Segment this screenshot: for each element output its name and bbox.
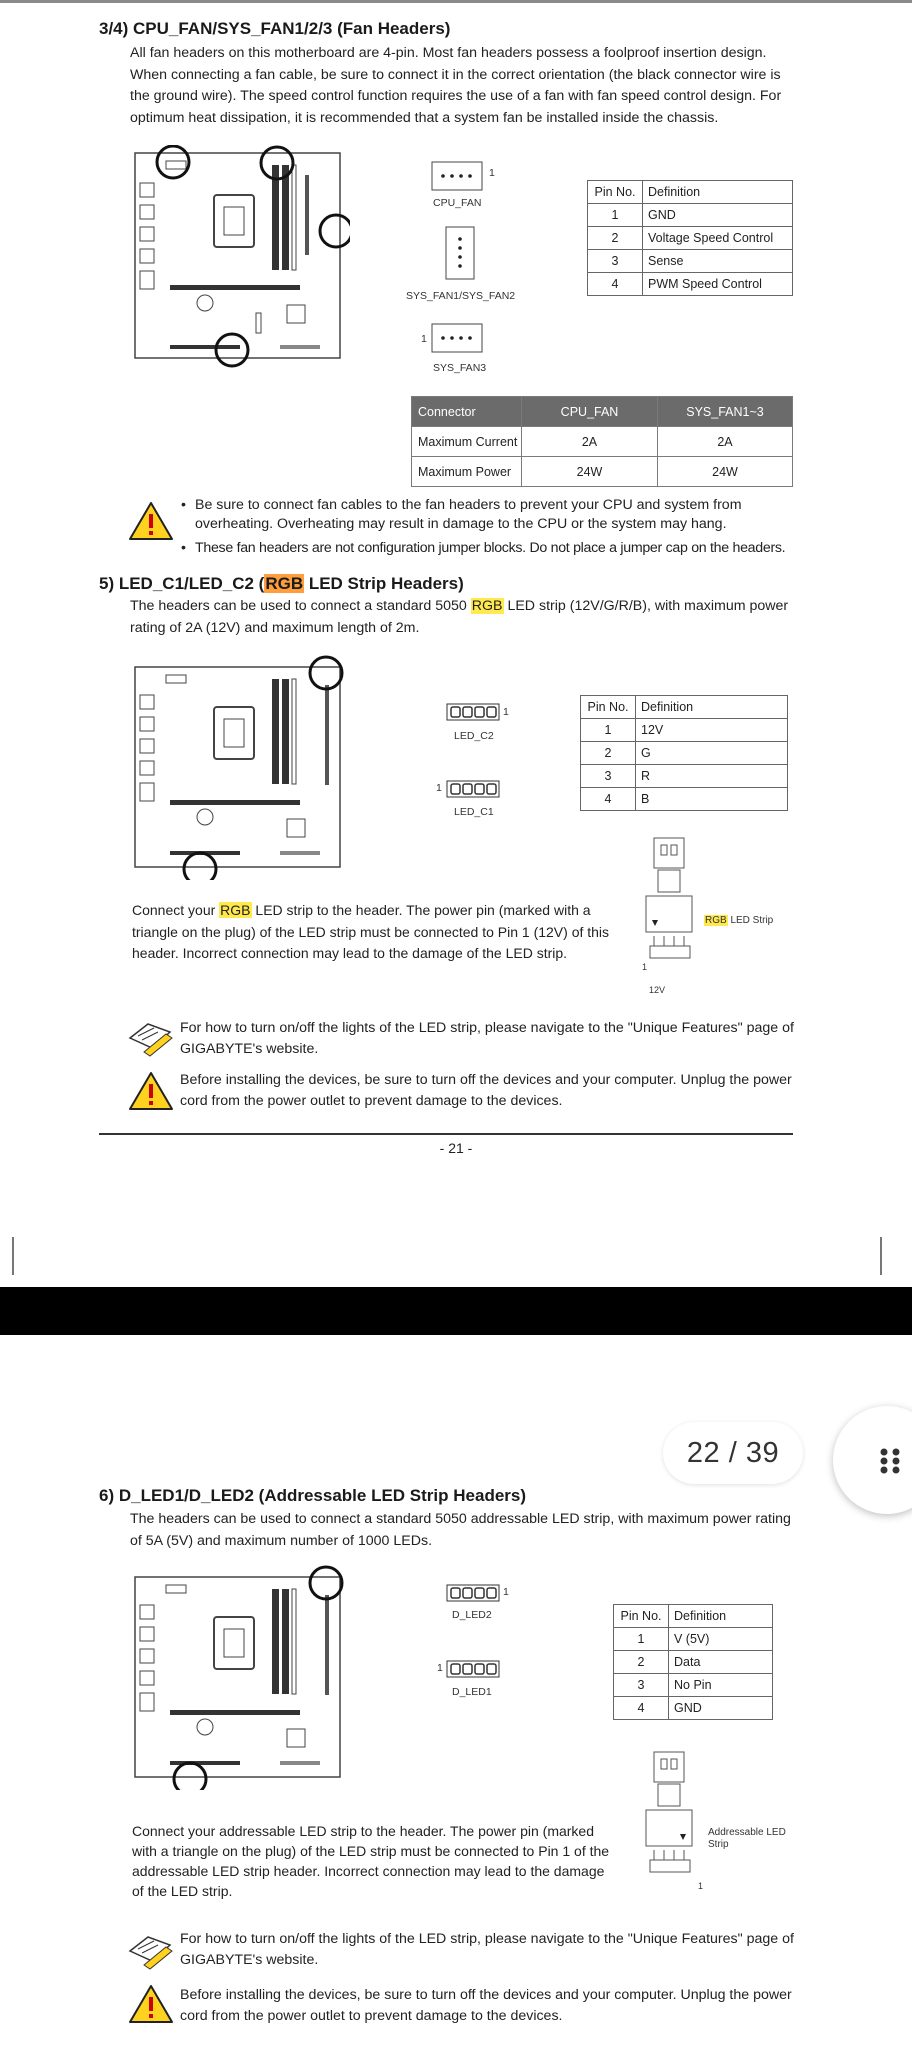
note-pencil-icon: [126, 1931, 176, 1973]
page-counter[interactable]: 22 / 39: [663, 1422, 803, 1484]
pin1-label: 1: [503, 706, 509, 718]
table-row: [412, 457, 793, 487]
pin1-label: 1: [489, 167, 495, 179]
motherboard-diagram-fan: [130, 145, 350, 375]
table-cell: Connector: [412, 397, 522, 427]
table-cell: No Pin: [669, 1674, 773, 1697]
table-cell: Maximum Power: [412, 457, 522, 487]
rgb-warning-text: Before installing the devices, be sure to turn off the devices and your computer. Unplug the power cord from the power outlet to prevent damage to the devices.: [180, 1072, 792, 1109]
table-cell: 1: [614, 1628, 669, 1651]
table-cell: PWM Speed Control: [643, 273, 793, 296]
table-cell: 2: [581, 742, 636, 765]
warning-icon: [128, 1070, 174, 1112]
footer-rule: [99, 1133, 793, 1135]
table-cell: 4: [581, 788, 636, 811]
table-row: [581, 765, 788, 788]
table-cell: Voltage Speed Control: [643, 227, 793, 250]
text-run: LED strip (12V/G/R/B), with maximum power rating of 2A (12V) and maximum length of 2m.: [130, 598, 789, 636]
rgb-strip-label: [704, 915, 773, 926]
dots-grid-icon: [880, 1448, 906, 1474]
table-cell: Pin No.: [588, 181, 643, 204]
section-addressable-led-title: 6) D_LED1/D_LED2 (Addressable LED Strip Headers): [99, 1486, 527, 1505]
table-row: [581, 742, 788, 765]
warning-icon: [128, 500, 174, 542]
table-cell: 3: [588, 250, 643, 273]
addressable-strip-label: Addressable LED Strip: [708, 1827, 786, 1850]
pin1-label: 1: [421, 333, 427, 345]
sys-fan3-connector-icon: [428, 322, 488, 356]
table-cell: 2: [614, 1651, 669, 1674]
fan-spec-table: [411, 396, 793, 487]
dled-warning-text: Before installing the devices, be sure to turn off the devices and your computer. Unplug the power cord from the power outlet to prevent damage to the devices.: [180, 1987, 792, 2024]
text-run: LED strip to the header. The power pin (marked with a triangle on the plug) of the LED strip must be connected to Pin 1 (12V) of this header. Incorrect connection may lead to the damage of the LED strip.: [132, 902, 610, 961]
rgb-led-description: [130, 596, 800, 639]
page-separator-bar: [0, 1287, 912, 1335]
table-cell: SYS_FAN1~3: [658, 397, 793, 427]
table-row: [581, 788, 788, 811]
table-cell: 4: [614, 1697, 669, 1720]
table-cell: Data: [669, 1651, 773, 1674]
page-number: - 21 -: [439, 1140, 473, 1156]
led-c1-label: LED_C1: [454, 806, 494, 818]
table-cell: CPU_FAN: [522, 397, 658, 427]
table-cell: Definition: [636, 696, 788, 719]
pin1-label: 1: [698, 1881, 704, 1891]
table-cell: 1: [588, 204, 643, 227]
table-row: [588, 250, 793, 273]
table-cell: Pin No.: [581, 696, 636, 719]
search-highlight: RGB: [265, 574, 304, 593]
dled-connect-instructions: Connect your addressable LED strip to the header. The power pin (marked with a triangle on the plug) of the LED strip must be connected to Pin 1 of the addressable LED strip header. Incorrect connection may lead to the damage of the LED strip.: [132, 1823, 610, 1899]
table-row: [614, 1628, 773, 1651]
table-cell: 2A: [522, 427, 658, 457]
fan-warning-bullet: • These fan headers are not configuration jumper blocks. Do not place a jumper cap on the headers.: [195, 539, 800, 558]
label-text: LED Strip: [730, 915, 774, 926]
dled2-label: D_LED2: [452, 1609, 492, 1621]
table-cell: G: [636, 742, 788, 765]
table-cell: 24W: [522, 457, 658, 487]
table-cell: 24W: [658, 457, 793, 487]
table-cell: Sense: [643, 250, 793, 273]
title-text: LED Strip Headers): [304, 574, 464, 593]
table-row: [614, 1651, 773, 1674]
motherboard-diagram-rgb: [130, 655, 355, 880]
table-row: [412, 427, 793, 457]
rgb-pin-table: [580, 695, 788, 811]
text-run: Connect your: [132, 902, 220, 918]
dled-note-text: For how to turn on/off the lights of the LED strip, please navigate to the "Unique Features" page of GIGABYTE's website.: [180, 1931, 794, 1968]
table-cell: GND: [669, 1697, 773, 1720]
fan-headers-description: All fan headers on this motherboard are 4-pin. Most fan headers possess a foolproof insertion design. When connecting a fan cable, be sure to connect it in the correct orientation (the black connector wire is the ground wire). The speed control function requires the use of a fan with fan speed control design. For optimum heat dissipation, it is recommended that a system fan be installed inside the chassis.: [130, 45, 782, 126]
search-highlight: RGB: [220, 902, 251, 918]
table-row: [588, 227, 793, 250]
table-cell: 4: [588, 273, 643, 296]
12v-label: 12V: [649, 985, 666, 995]
fan-pin-table: [587, 180, 793, 296]
table-row: [581, 719, 788, 742]
table-cell: 3: [614, 1674, 669, 1697]
search-highlight: RGB: [471, 598, 503, 614]
sys-fan12-connector-icon: [440, 225, 480, 285]
table-cell: Pin No.: [614, 1605, 669, 1628]
pin1-label: 1: [436, 782, 442, 794]
addressable-strip-plug-diagram: [640, 1750, 700, 1885]
dled-pin-table: [613, 1604, 773, 1720]
rgb-connect-instructions: [132, 900, 612, 965]
table-row: [581, 696, 788, 719]
table-row: [588, 181, 793, 204]
section-rgb-led-title: [99, 574, 464, 594]
table-cell: Definition: [669, 1605, 773, 1628]
search-highlight: RGB: [705, 915, 727, 926]
page-gap-marker: [880, 1237, 882, 1275]
motherboard-diagram-dled: [130, 1565, 355, 1790]
cpu-fan-label: CPU_FAN: [433, 197, 482, 209]
dled1-label: D_LED1: [452, 1686, 492, 1698]
led-c2-connector-icon: [446, 703, 502, 723]
table-row: [588, 273, 793, 296]
warning-icon: [128, 1983, 174, 2025]
table-cell: B: [636, 788, 788, 811]
led-c2-label: LED_C2: [454, 730, 494, 742]
table-cell: GND: [643, 204, 793, 227]
dled1-connector-icon: [446, 1660, 502, 1680]
pin1-label: 1: [437, 1662, 443, 1674]
rgb-note-text: For how to turn on/off the lights of the LED strip, please navigate to the "Unique Features" page of GIGABYTE's website.: [180, 1020, 794, 1057]
page-gap-marker: [12, 1237, 14, 1275]
table-row: [614, 1697, 773, 1720]
fan-warning-bullet: • Be sure to connect fan cables to the fan headers to prevent your CPU and system from overheating. Overheating may result in damage to the CPU or the system may hang.: [195, 496, 800, 534]
dled2-connector-icon: [446, 1584, 502, 1604]
led-c1-connector-icon: [446, 780, 502, 800]
note-pencil-icon: [126, 1018, 176, 1060]
text-run: The headers can be used to connect a standard 5050: [130, 598, 471, 614]
table-cell: V (5V): [669, 1628, 773, 1651]
table-cell: Maximum Current: [412, 427, 522, 457]
table-row: [412, 397, 793, 427]
table-row: [614, 1674, 773, 1697]
table-cell: 12V: [636, 719, 788, 742]
viewer-top-border: [0, 0, 912, 3]
sys-fan3-label: SYS_FAN3: [433, 362, 487, 374]
table-cell: 3: [581, 765, 636, 788]
title-text: 5) LED_C1/LED_C2 (: [99, 574, 265, 593]
section-fan-headers-title: 3/4) CPU_FAN/SYS_FAN1/2/3 (Fan Headers): [99, 19, 451, 38]
table-row: [614, 1605, 773, 1628]
pin1-label: 1: [503, 1586, 509, 1598]
led-strip-plug-diagram: [640, 836, 700, 981]
table-cell: 2: [588, 227, 643, 250]
table-cell: 1: [581, 719, 636, 742]
addressable-led-description: The headers can be used to connect a standard 5050 addressable LED strip, with maximum power rating of 5A (5V) and maximum number of 1000 LEDs.: [130, 1511, 791, 1549]
sys-fan12-label: SYS_FAN1/SYS_FAN2: [406, 290, 516, 302]
table-cell: 2A: [658, 427, 793, 457]
table-cell: Definition: [643, 181, 793, 204]
table-cell: R: [636, 765, 788, 788]
pin1-label: 1: [642, 962, 648, 972]
table-row: [588, 204, 793, 227]
